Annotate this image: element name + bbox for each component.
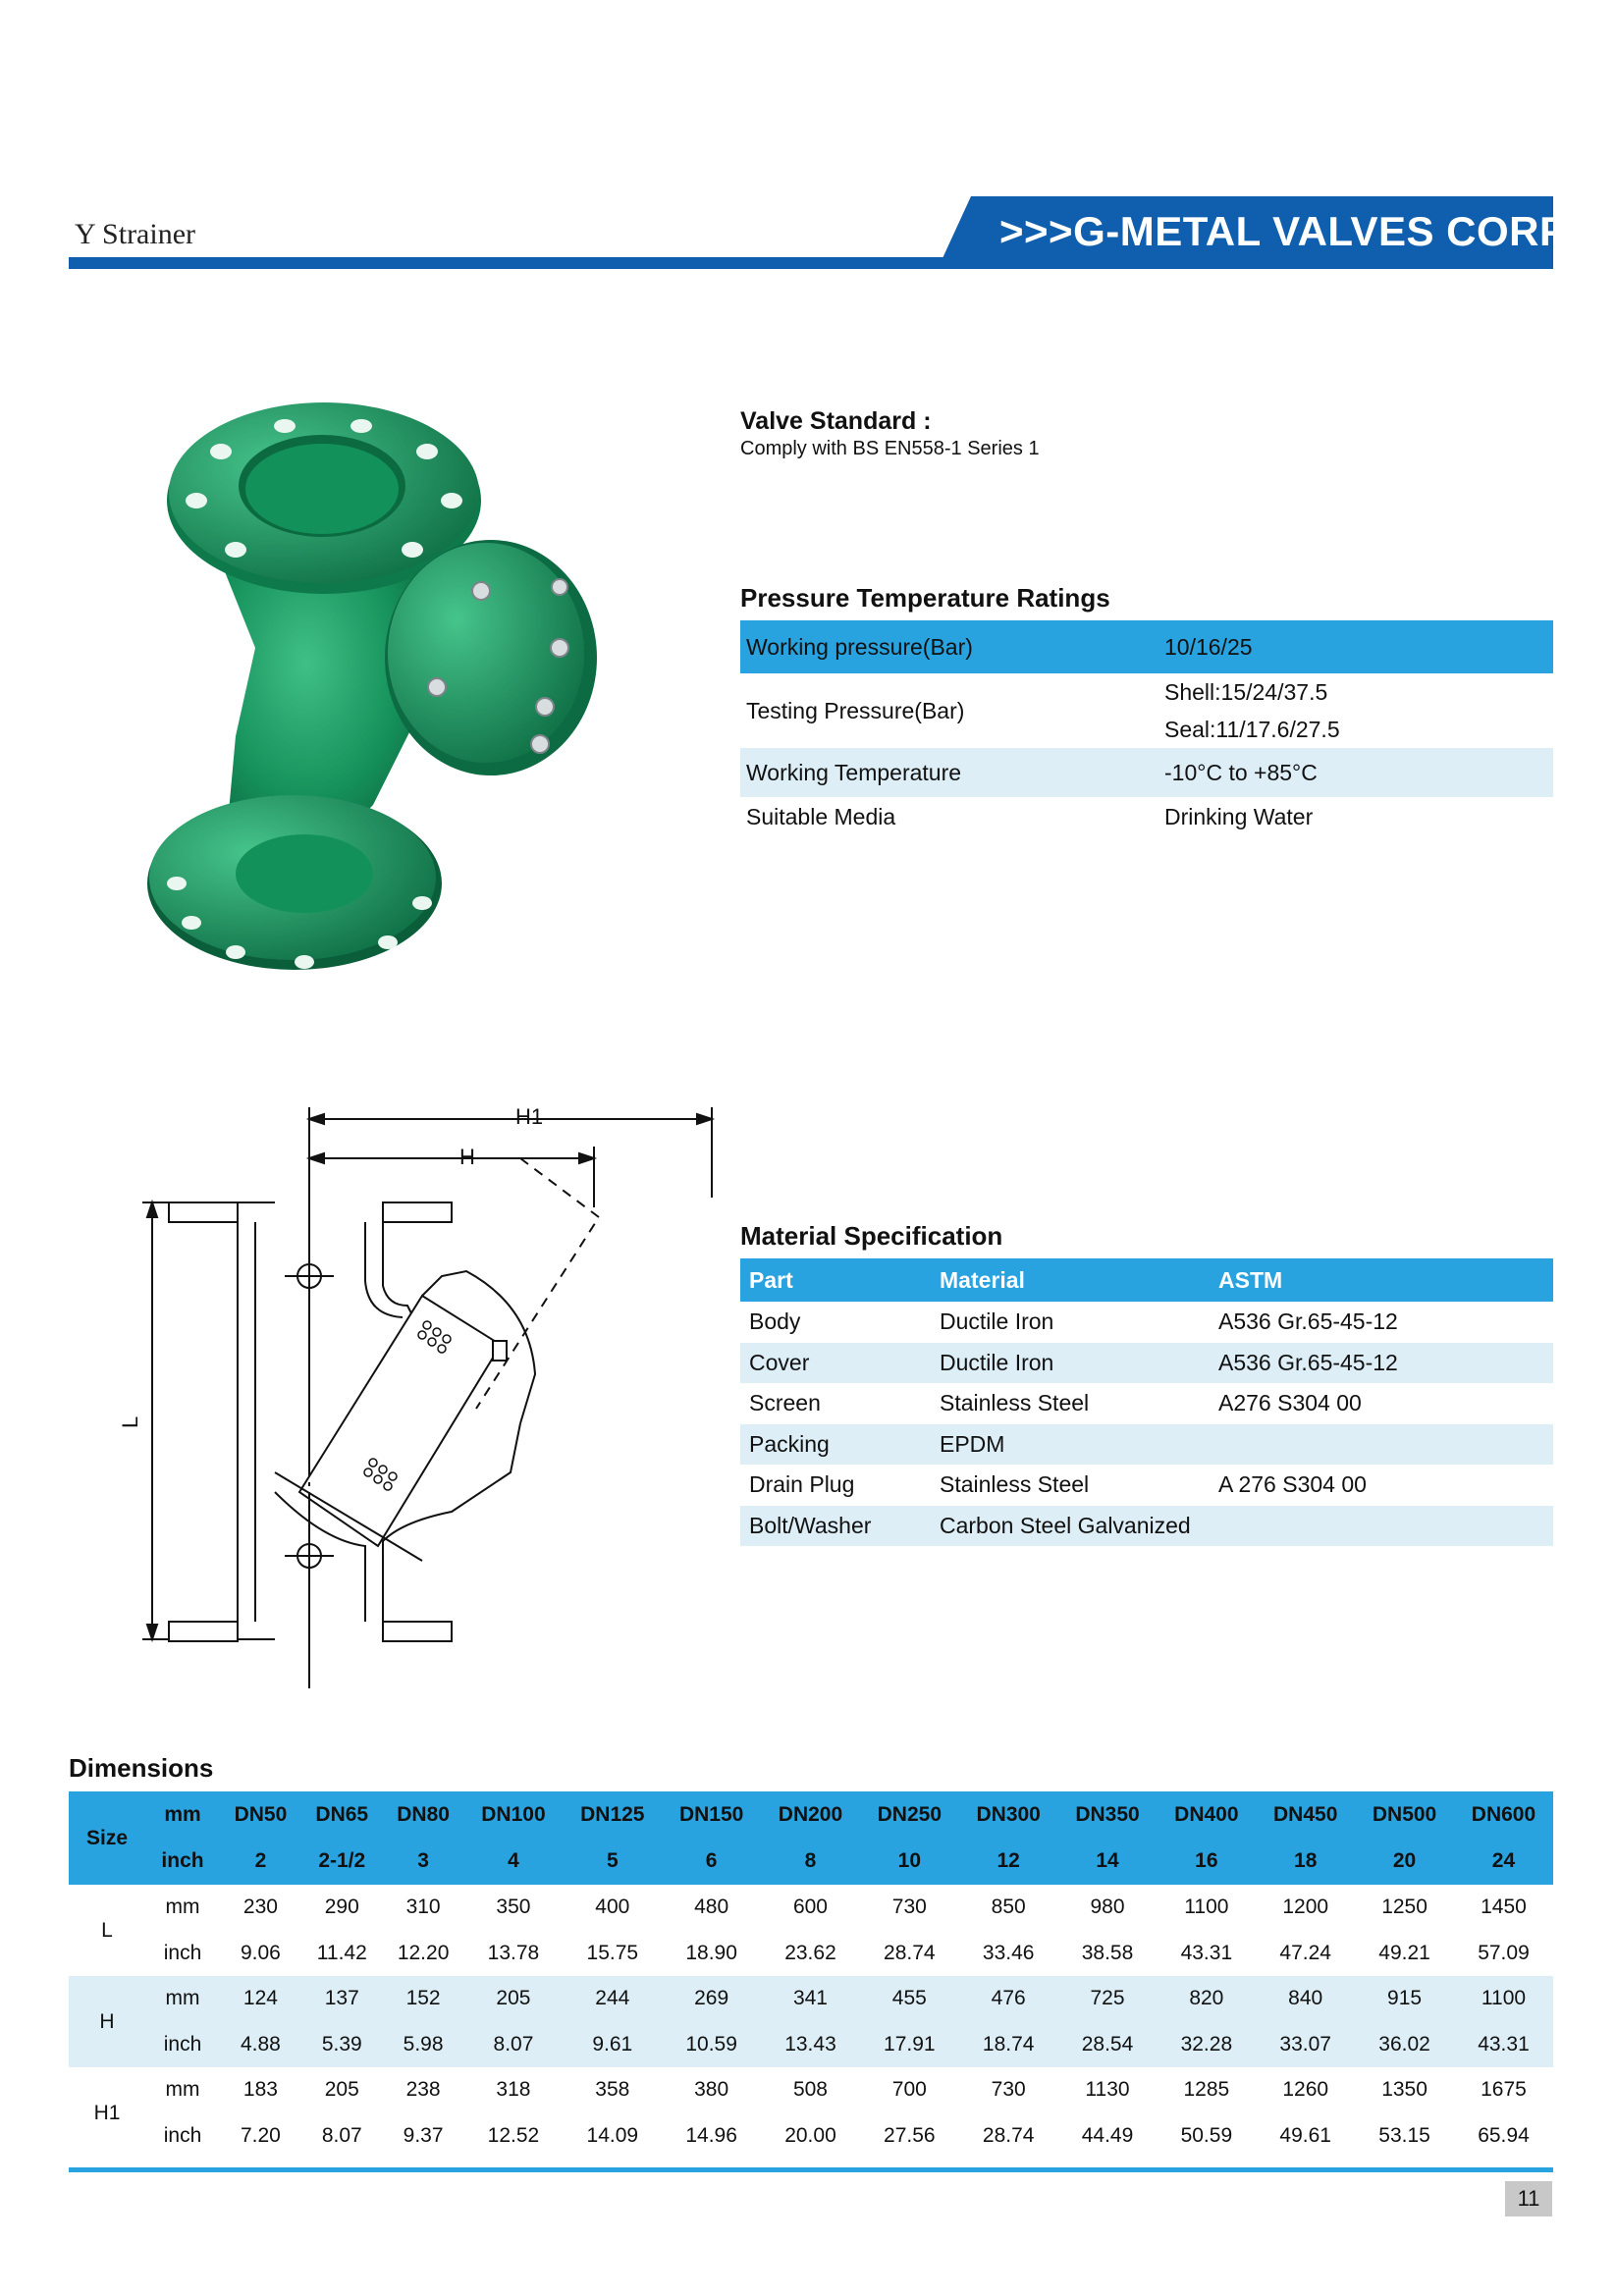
pressure-value: -10°C to +85°C — [1164, 759, 1318, 785]
dimension-value: 205 — [496, 1987, 531, 2010]
l-label: L — [118, 1415, 142, 1428]
dimension-value: 1250 — [1381, 1896, 1427, 1919]
dimension-label: H1 — [93, 2101, 121, 2124]
valve-standard-text: Comply with BS EN558-1 Series 1 — [740, 438, 1040, 459]
dn-size: DN125 — [580, 1802, 645, 1826]
dimension-value: 358 — [595, 2078, 630, 2102]
pressure-value: Drinking Water — [1164, 803, 1314, 829]
dn-size: DN80 — [397, 1802, 450, 1826]
part-cell: Body — [749, 1308, 801, 1335]
dimension-value: 43.31 — [1478, 2032, 1530, 2056]
unit-label: inch — [161, 1849, 204, 1873]
dimension-value: 318 — [496, 2078, 531, 2102]
dimension-label: L — [101, 1918, 113, 1942]
table-row — [69, 1931, 1553, 1977]
inch-size: 2 — [254, 1849, 267, 1873]
dimension-value: 49.21 — [1378, 1941, 1430, 1964]
dimension-value: 1100 — [1184, 1896, 1229, 1919]
dimension-value: 290 — [324, 1896, 359, 1919]
dn-size: DN50 — [234, 1802, 288, 1826]
dimension-value: 43.31 — [1180, 1941, 1233, 1964]
pressure-value: 10/16/25 — [1164, 633, 1253, 660]
column-header: ASTM — [1218, 1266, 1283, 1293]
valve-standard-heading: Valve Standard : — [740, 407, 932, 435]
dimension-value: 1350 — [1381, 2078, 1427, 2102]
astm-cell: A 276 S304 00 — [1218, 1471, 1367, 1498]
h-label: H — [459, 1145, 475, 1169]
table-row — [740, 1302, 1553, 1343]
h1-label: H1 — [515, 1104, 544, 1129]
table-row — [69, 1885, 1553, 1931]
material-cell: Stainless Steel — [940, 1471, 1090, 1498]
size-label: Size — [85, 1826, 129, 1849]
dimension-value: 980 — [1090, 1896, 1125, 1919]
dimension-value: 20.00 — [784, 2123, 836, 2147]
unit-label: mm — [165, 1987, 200, 2010]
dimension-value: 13.78 — [487, 1941, 540, 1964]
part-cell: Drain Plug — [749, 1471, 855, 1498]
dimension-value: 36.02 — [1378, 2032, 1430, 2056]
dimension-value: 47.24 — [1279, 1941, 1331, 1964]
dimension-value: 1260 — [1282, 2078, 1329, 2102]
dimension-value: 455 — [891, 1987, 927, 2010]
dimension-value: 350 — [496, 1896, 531, 1919]
material-cell: Carbon Steel Galvanized — [940, 1512, 1191, 1538]
dimension-value: 700 — [891, 2078, 927, 2102]
dimension-value: 13.43 — [784, 2032, 836, 2056]
dimension-value: 476 — [991, 1987, 1026, 2010]
dimension-value: 12.20 — [397, 1941, 450, 1964]
dimension-value: 1675 — [1481, 2078, 1527, 2102]
part-cell: Screen — [749, 1390, 821, 1416]
dn-size: DN600 — [1471, 1802, 1536, 1826]
astm-cell: A536 Gr.65-45-12 — [1218, 1308, 1398, 1335]
unit-label: mm — [165, 2078, 200, 2102]
dimension-value: 57.09 — [1478, 1941, 1530, 1964]
dimension-value: 17.91 — [884, 2032, 936, 2056]
inch-size: 12 — [997, 1849, 1020, 1873]
material-cell: Stainless Steel — [940, 1390, 1090, 1416]
dimensions-heading: Dimensions — [69, 1753, 214, 1783]
dn-size: DN150 — [678, 1802, 744, 1826]
inch-size: 14 — [1096, 1849, 1119, 1873]
dimension-value: 230 — [242, 1896, 278, 1919]
dimension-value: 9.37 — [403, 2123, 444, 2147]
dimension-value: 49.61 — [1279, 2123, 1331, 2147]
unit-label: inch — [163, 1941, 202, 1964]
astm-cell — [1210, 1506, 1553, 1547]
dimension-value: 820 — [1189, 1987, 1224, 2010]
pressure-heading: Pressure Temperature Ratings — [740, 583, 1110, 613]
dimension-value: 400 — [595, 1896, 630, 1919]
dimension-value: 4.88 — [240, 2032, 281, 2056]
inch-size: 20 — [1392, 1849, 1417, 1873]
dimension-value: 840 — [1288, 1987, 1323, 2010]
testing-shell: Shell:15/24/37.5 — [1164, 679, 1328, 705]
dimension-value: 33.07 — [1279, 2032, 1331, 2056]
dimension-value: 124 — [242, 1987, 278, 2010]
document-title: Y Strainer — [75, 218, 196, 250]
table-row — [69, 1976, 1553, 2022]
dimension-value: 8.07 — [493, 2032, 534, 2056]
astm-cell: A536 Gr.65-45-12 — [1218, 1349, 1398, 1375]
dimension-value: 730 — [991, 2078, 1026, 2102]
dimension-value: 341 — [792, 1987, 828, 2010]
dn-size: DN350 — [1075, 1802, 1140, 1826]
inch-size: 6 — [705, 1849, 718, 1873]
dimensions-table — [69, 1791, 1553, 2159]
dimension-value: 205 — [324, 2078, 359, 2102]
inch-size: 18 — [1294, 1849, 1318, 1873]
dimension-value: 18.90 — [685, 1941, 737, 1964]
dn-size: DN100 — [481, 1802, 546, 1826]
dimension-value: 244 — [595, 1987, 630, 2010]
material-cell: Ductile Iron — [940, 1349, 1054, 1375]
table-row — [740, 620, 1553, 673]
inch-size: 16 — [1195, 1849, 1218, 1873]
column-header: Material — [940, 1266, 1025, 1293]
pressure-table — [740, 620, 1553, 836]
dn-size: DN500 — [1372, 1802, 1437, 1826]
dimension-value: 1100 — [1481, 1987, 1527, 2010]
dimension-value: 137 — [324, 1987, 359, 2010]
table-header-row — [69, 1839, 1553, 1886]
dimension-value: 152 — [405, 1987, 441, 2010]
testing-seal: Seal:11/17.6/27.5 — [1164, 717, 1340, 742]
dimension-value: 12.52 — [487, 2123, 540, 2147]
dimension-value: 9.61 — [592, 2032, 633, 2056]
dimension-value: 9.06 — [240, 1941, 281, 1964]
dimensions-rule — [69, 2167, 1553, 2172]
dimension-value: 310 — [405, 1896, 441, 1919]
part-cell: Cover — [749, 1349, 810, 1375]
table-row — [740, 1465, 1553, 1506]
dimension-value: 1200 — [1282, 1896, 1329, 1919]
material-cell: EPDM — [940, 1430, 1005, 1457]
pressure-label: Testing Pressure(Bar) — [746, 697, 965, 723]
dimension-value: 480 — [694, 1896, 729, 1919]
dn-size: DN65 — [315, 1802, 369, 1826]
column-header: Part — [749, 1266, 793, 1293]
dimension-value: 28.74 — [884, 1941, 936, 1964]
dimension-label: H — [99, 2009, 115, 2033]
astm-cell — [1210, 1424, 1553, 1466]
inch-size: 2-1/2 — [318, 1849, 366, 1873]
dimension-value: 269 — [694, 1987, 729, 2010]
y-strainer-photo — [108, 412, 599, 972]
pressure-label: Suitable Media — [746, 803, 896, 829]
material-table — [740, 1258, 1553, 1546]
dimension-value: 44.49 — [1081, 2123, 1134, 2147]
dn-size: DN250 — [877, 1802, 943, 1826]
table-row — [740, 1383, 1553, 1424]
dimension-value: 508 — [792, 2078, 828, 2102]
table-header-row — [69, 1791, 1553, 1839]
dimension-value: 725 — [1090, 1987, 1125, 2010]
dimension-value: 53.15 — [1378, 2123, 1430, 2147]
dimension-value: 5.39 — [321, 2032, 362, 2056]
dimension-value: 850 — [991, 1896, 1026, 1919]
pressure-label: Working Temperature — [746, 759, 962, 785]
inch-size: 3 — [417, 1849, 429, 1873]
table-row — [69, 2067, 1553, 2113]
dn-size: DN450 — [1273, 1802, 1338, 1826]
astm-cell: A276 S304 00 — [1218, 1390, 1362, 1416]
table-header-row — [740, 1258, 1553, 1302]
table-row — [740, 1343, 1553, 1384]
dimension-value: 28.74 — [982, 2123, 1035, 2147]
dimension-value: 600 — [792, 1896, 828, 1919]
dimension-value: 8.07 — [321, 2123, 362, 2147]
dimension-value: 1130 — [1085, 2078, 1130, 2102]
dimension-value: 32.28 — [1180, 2032, 1233, 2056]
dimension-value: 183 — [242, 2078, 278, 2102]
table-row — [69, 2113, 1553, 2160]
table-row — [740, 1506, 1553, 1547]
dimension-value: 38.58 — [1081, 1941, 1134, 1964]
inch-size: 5 — [606, 1849, 619, 1873]
inch-size: 8 — [804, 1849, 817, 1873]
dimension-value: 7.20 — [240, 2123, 281, 2147]
page-number: 11 — [1505, 2181, 1552, 2216]
dimension-drawing — [118, 1099, 736, 1669]
pressure-value — [1145, 673, 1553, 748]
dn-size: DN200 — [778, 1802, 843, 1826]
dimension-value: 1450 — [1481, 1896, 1527, 1919]
dimension-value: 18.74 — [982, 2032, 1035, 2056]
inch-size: 24 — [1491, 1849, 1516, 1873]
dimension-value: 915 — [1387, 1987, 1423, 2010]
dimension-value: 5.98 — [403, 2032, 444, 2056]
unit-label: mm — [165, 1896, 200, 1919]
dimension-value: 27.56 — [884, 2123, 936, 2147]
table-row — [740, 748, 1553, 797]
dn-size: DN300 — [976, 1802, 1041, 1826]
brand-name: >>>G-METAL VALVES CORP — [999, 208, 1568, 254]
dn-size: DN400 — [1174, 1802, 1239, 1826]
inch-size: 4 — [508, 1849, 519, 1873]
table-row — [740, 797, 1553, 836]
unit-label: inch — [163, 2032, 202, 2056]
table-row — [740, 673, 1553, 748]
dimension-value: 50.59 — [1180, 2123, 1233, 2147]
table-row — [740, 1424, 1553, 1466]
inch-size: 10 — [897, 1849, 921, 1873]
dimension-value: 15.75 — [586, 1941, 639, 1964]
part-cell: Bolt/Washer — [749, 1512, 872, 1538]
part-cell: Packing — [749, 1430, 830, 1457]
unit-label: inch — [163, 2123, 202, 2147]
dimension-value: 1285 — [1183, 2078, 1230, 2102]
dimension-value: 65.94 — [1478, 2123, 1530, 2147]
dimension-value: 23.62 — [784, 1941, 836, 1964]
material-cell: Ductile Iron — [940, 1308, 1054, 1335]
dimension-value: 380 — [694, 2078, 729, 2102]
dimension-value: 14.09 — [586, 2123, 639, 2147]
table-row — [69, 2022, 1553, 2068]
dimension-value: 730 — [891, 1896, 927, 1919]
dimension-value: 238 — [405, 2078, 441, 2102]
material-heading: Material Specification — [740, 1221, 1003, 1251]
pressure-label: Working pressure(Bar) — [746, 633, 973, 660]
dimension-value: 11.42 — [316, 1941, 367, 1964]
dimension-value: 14.96 — [685, 2123, 737, 2147]
dimension-value: 33.46 — [982, 1941, 1035, 1964]
unit-label: mm — [164, 1802, 201, 1826]
dimension-value: 10.59 — [685, 2032, 737, 2056]
dimension-value: 28.54 — [1081, 2032, 1134, 2056]
